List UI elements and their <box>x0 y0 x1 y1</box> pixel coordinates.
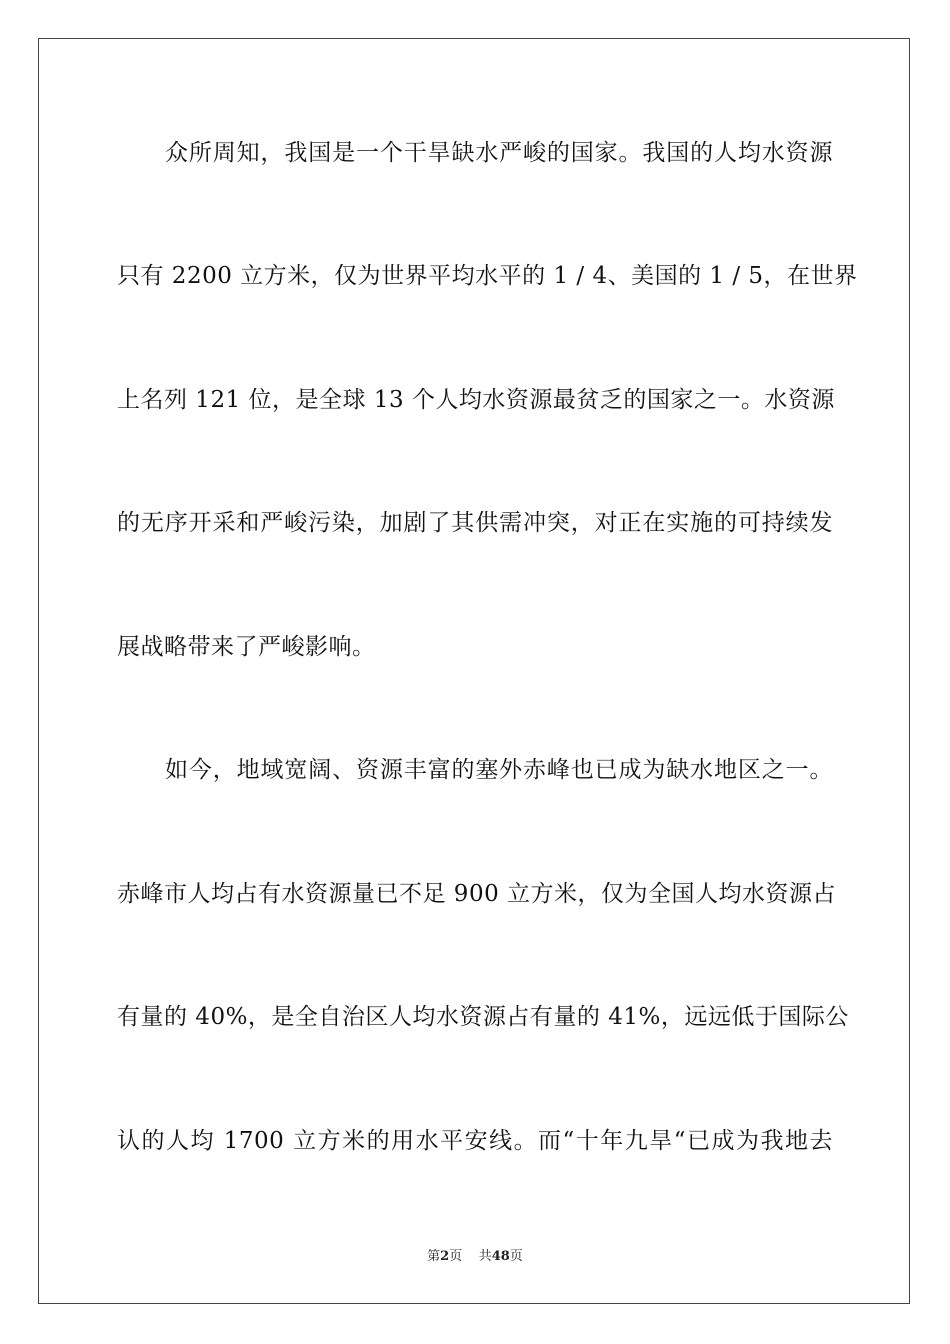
paragraph-2-line-4: 认的人均 1700 立方米的用水平安线。而“十年九旱“已成为我地去 <box>117 1128 833 1154</box>
paragraph-2-line-2: 赤峰市人均占有水资源量已不足 900 立方米，仅为全国人均水资源占 <box>117 881 837 907</box>
page-prefix: 第 <box>427 1249 441 1264</box>
paragraph-1-line-3: 上名列 121 位，是全球 13 个人均水资源最贫乏的国家之一。水资源 <box>117 387 835 413</box>
paragraph-1-line-5: 展战略带来了严峻影响。 <box>117 634 376 660</box>
page-border <box>38 38 910 1304</box>
paragraph-1-line-1: 众所周知，我国是一个干旱缺水严峻的国家。我国的人均水资源 <box>165 140 833 166</box>
total-prefix: 共 <box>478 1249 492 1264</box>
page-suffix: 页 <box>449 1249 463 1264</box>
page-number: 2 <box>440 1249 450 1264</box>
total-pages: 48 <box>491 1249 510 1264</box>
page-footer <box>0 1249 950 1265</box>
total-suffix: 页 <box>509 1249 523 1264</box>
paragraph-1-line-2: 只有 2200 立方米，仅为世界平均水平的 1 / 4、美国的 1 / 5，在世界 <box>117 263 858 289</box>
paragraph-2-line-1: 如今，地域宽阔、资源丰富的塞外赤峰也已成为缺水地区之一。 <box>165 757 833 783</box>
paragraph-2-line-3: 有量的 40%，是全自治区人均水资源占有量的 41%，远远低于国际公 <box>117 1004 849 1030</box>
paragraph-1-line-4: 的无序开采和严峻污染，加剧了其供需冲突，对正在实施的可持续发 <box>117 510 833 536</box>
